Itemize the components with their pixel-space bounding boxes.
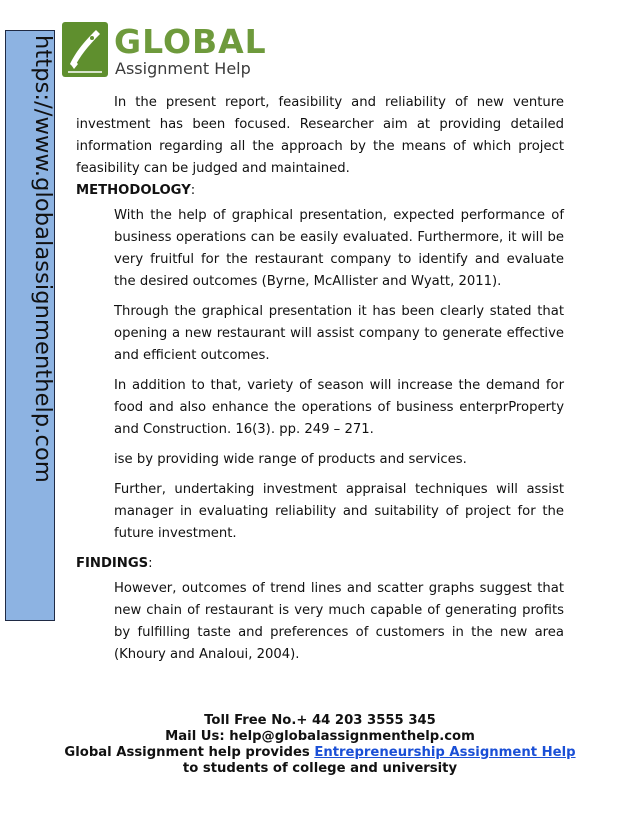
- methodology-heading-colon: :: [190, 183, 196, 198]
- findings-heading: [76, 553, 564, 575]
- footer-promo: [60, 745, 580, 761]
- footer: [60, 713, 580, 777]
- methodology-heading-text: METHODOLOGY: [76, 183, 191, 198]
- toll-free-number: Toll Free No.+ 44 203 3555 345: [204, 713, 436, 728]
- footer-promo-text: Global Assignment help provides: [64, 745, 310, 760]
- pen-nib-logo-icon: [62, 22, 108, 77]
- logo-subtitle: Assignment Help: [115, 59, 251, 78]
- methodology-paragraph: With the help of graphical presentation, expected performance of business operations can be easily evaluated. Furthermore, it will be very fruitful for the restaurant company to identify and evaluate the desired outcomes (Byrne, McAllister and Wyatt, 2011).: [114, 208, 564, 289]
- methodology-heading: [76, 180, 564, 202]
- website-url[interactable]: https://www.globalassignmenthelp.com: [30, 35, 56, 483]
- document-body: [76, 92, 564, 674]
- methodology-paragraph: ise by providing wide range of products and services.: [114, 452, 467, 467]
- entrepreneurship-assignment-help-link[interactable]: Entrepreneurship Assignment Help: [314, 745, 576, 760]
- contact-email: Mail Us: help@globalassignmenthelp.com: [165, 729, 475, 744]
- logo-title: GLOBAL: [114, 22, 267, 61]
- methodology-paragraph: Through the graphical presentation it has been clearly stated that opening a new restaurant will assist company to generate effective and efficient outcomes.: [114, 304, 564, 363]
- logo: [62, 22, 267, 82]
- methodology-paragraph: In addition to that, variety of season will increase the demand for food and also enhance the operations of business enterprProperty and Construction. 16(3). pp. 249 – 271.: [114, 378, 564, 437]
- findings-heading-colon: :: [148, 556, 153, 571]
- footer-audience: to students of college and university: [182, 761, 458, 776]
- findings-heading-text: FINDINGS: [76, 556, 149, 571]
- methodology-paragraph: Further, undertaking investment appraisal techniques will assist manager in evaluating reliability and suitability of project for the future investment.: [114, 482, 564, 541]
- vertical-url-banner: [5, 30, 55, 621]
- findings-paragraph: However, outcomes of trend lines and scatter graphs suggest that new chain of restaurant is very much capable of generating profits by fulfilling taste and preferences of customers in the new area (Khoury and Analoui, 2004).: [114, 581, 564, 662]
- intro-paragraph: In the present report, feasibility and reliability of new venture investment has been focused. Researcher aim at providing detailed information regarding all the approach by the means of which project feasibility can be judged and maintained.: [76, 95, 564, 176]
